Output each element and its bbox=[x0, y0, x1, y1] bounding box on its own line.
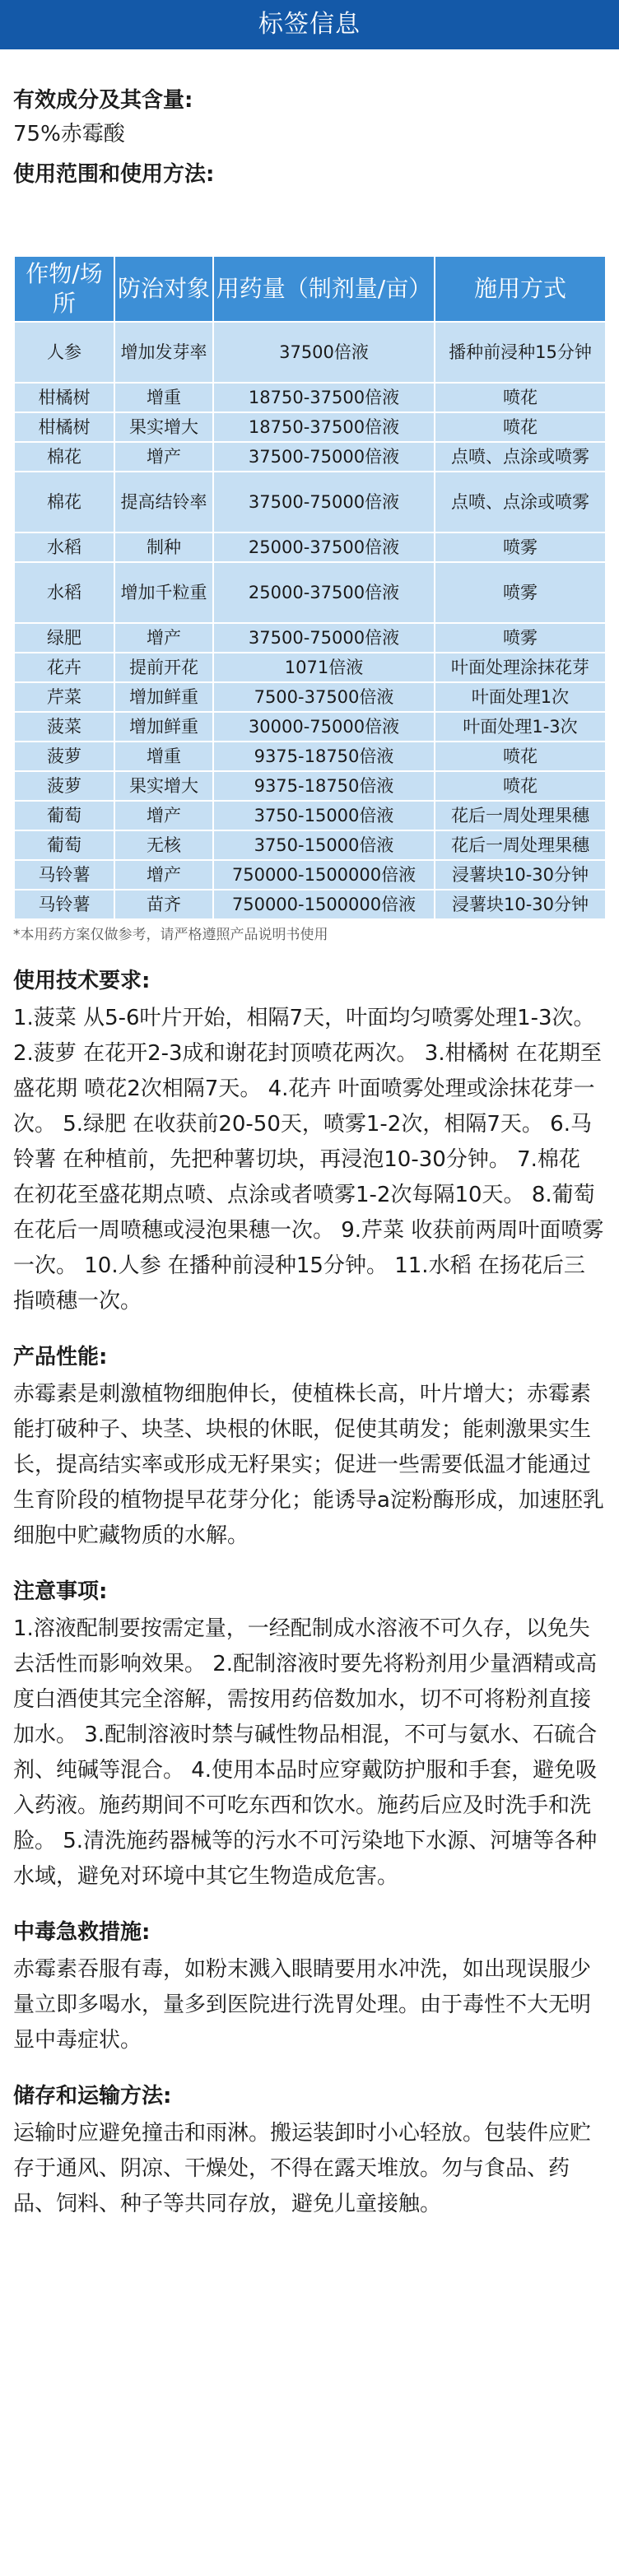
cell-target: 增产 bbox=[115, 861, 212, 889]
cell-target: 提高结铃率 bbox=[115, 472, 212, 532]
performance-title: 产品性能: bbox=[13, 1345, 108, 1369]
cell-target: 增加鲜重 bbox=[115, 683, 212, 711]
table-row bbox=[15, 713, 605, 741]
cell-crop: 棉花 bbox=[15, 443, 114, 471]
cell-method: 花后一周处理果穗 bbox=[435, 831, 605, 859]
cell-method: 喷雾 bbox=[435, 624, 605, 652]
usage-table-body bbox=[15, 323, 605, 918]
active-ingredient-section bbox=[13, 86, 606, 150]
cell-method: 喷雾 bbox=[435, 533, 605, 561]
cell-method: 点喷、点涂或喷雾 bbox=[435, 472, 605, 532]
column-header-crop: 作物/场所 bbox=[15, 257, 114, 321]
cell-target: 增产 bbox=[115, 443, 212, 471]
cell-method: 喷花 bbox=[435, 772, 605, 800]
usage-section bbox=[13, 160, 606, 945]
table-row bbox=[15, 533, 605, 561]
page-title: 标签信息 bbox=[258, 10, 361, 39]
cell-crop: 水稻 bbox=[15, 533, 114, 561]
performance-section bbox=[13, 1342, 606, 1554]
cell-dosage: 37500倍液 bbox=[214, 323, 434, 382]
caution-text: 1.溶液配制要按需定量，一经配制成水溶液不可久存，以免失去活性而影响效果。 2.配制溶液时要先将粉剂用少量酒精或高度白酒使其完全溶解，需按用药倍数加水，切不可将粉剂直接加水。 3.配制溶液时禁与碱性物品相混，不可与氨水、石硫合剂、纯碱等混合。 4.使用本品时应穿戴防护服和手套，避免吸入药液。施药期间不可吃东西和饮水。施药后应及时洗手和洗脸。 5.清洗施药器械等的污水不可污染地下水源、河塘等各种水域，避免对环境中其它生物造成危害。 bbox=[13, 1616, 598, 1889]
usage-table bbox=[13, 255, 607, 920]
cell-dosage: 18750-37500倍液 bbox=[214, 384, 434, 412]
cell-method: 叶面处理涂抹花芽 bbox=[435, 653, 605, 681]
table-row bbox=[15, 563, 605, 622]
table-row bbox=[15, 653, 605, 681]
first-aid-title: 中毒急救措施: bbox=[13, 1920, 151, 1945]
cell-target: 增产 bbox=[115, 802, 212, 830]
storage-text: 运输时应避免撞击和雨淋。搬运装卸时小心轻放。包装件应贮存于通风、阴凉、干燥处，不得在露天堆放。勿与食品、药品、饲料、种子等共同存放，避免儿童接触。 bbox=[13, 2121, 592, 2216]
cell-dosage: 1071倍液 bbox=[214, 653, 434, 681]
cell-target: 果实增大 bbox=[115, 413, 212, 441]
column-header-target: 防治对象 bbox=[115, 257, 212, 321]
cell-crop: 马铃薯 bbox=[15, 861, 114, 889]
usage-table-wrap bbox=[13, 255, 606, 920]
active-ingredient-value: 75%赤霉酸 bbox=[13, 122, 125, 146]
cell-method: 浸薯块10-30分钟 bbox=[435, 890, 605, 918]
cell-dosage: 37500-75000倍液 bbox=[214, 443, 434, 471]
cell-dosage: 25000-37500倍液 bbox=[214, 533, 434, 561]
table-row bbox=[15, 861, 605, 889]
table-row bbox=[15, 413, 605, 441]
table-row bbox=[15, 831, 605, 859]
usage-title: 使用范围和使用方法: bbox=[13, 162, 215, 187]
page-header bbox=[0, 0, 619, 49]
storage-section bbox=[13, 2081, 606, 2222]
technique-section bbox=[13, 966, 606, 1319]
cell-dosage: 9375-18750倍液 bbox=[214, 742, 434, 770]
cell-crop: 水稻 bbox=[15, 563, 114, 622]
column-header-method: 施用方式 bbox=[435, 257, 605, 321]
cell-method: 花后一周处理果穗 bbox=[435, 802, 605, 830]
storage-title: 储存和运输方法: bbox=[13, 2084, 172, 2109]
cell-crop: 花卉 bbox=[15, 653, 114, 681]
table-row bbox=[15, 472, 605, 532]
cell-target: 增重 bbox=[115, 384, 212, 412]
cell-target: 无核 bbox=[115, 831, 212, 859]
cell-method: 浸薯块10-30分钟 bbox=[435, 861, 605, 889]
cell-dosage: 3750-15000倍液 bbox=[214, 802, 434, 830]
table-header-row bbox=[15, 257, 605, 321]
table-row bbox=[15, 742, 605, 770]
cell-target: 增加千粒重 bbox=[115, 563, 212, 622]
cell-target: 增加鲜重 bbox=[115, 713, 212, 741]
cell-target: 增加发芽率 bbox=[115, 323, 212, 382]
table-row bbox=[15, 683, 605, 711]
caution-section bbox=[13, 1577, 606, 1895]
cell-dosage: 7500-37500倍液 bbox=[214, 683, 434, 711]
cell-dosage: 750000-1500000倍液 bbox=[214, 861, 434, 889]
cell-dosage: 18750-37500倍液 bbox=[214, 413, 434, 441]
table-row bbox=[15, 624, 605, 652]
table-row bbox=[15, 772, 605, 800]
cell-target: 果实增大 bbox=[115, 772, 212, 800]
performance-text: 赤霉素是刺激植物细胞伸长，使植株长高，叶片增大；赤霉素能打破种子、块茎、块根的休眠，促使其萌发；能刺激果实生长，提高结实率或形成无籽果实；促进一些需要低温才能通过生育阶段的植物提早花芽分化；能诱导a淀粉酶形成，加速胚乳细胞中贮藏物质的水解。 bbox=[13, 1382, 604, 1548]
cell-crop: 柑橘树 bbox=[15, 384, 114, 412]
cell-crop: 棉花 bbox=[15, 472, 114, 532]
cell-method: 叶面处理1-3次 bbox=[435, 713, 605, 741]
cell-crop: 菠萝 bbox=[15, 742, 114, 770]
technique-text: 1.菠菜 从5-6叶片开始，相隔7天，叶面均匀喷雾处理1-3次。 2.菠萝 在花开2-3成和谢花封顶喷花两次。 3.柑橘树 在花期至盛花期 喷花2次相隔7天。 4.花卉 叶面喷雾处理或涂抹花芽一次。 5.绿肥 在收获前20-50天，喷雾1-2次，相隔7天。 6.马铃薯 在种植前，先把种薯切块，再浸泡10-30分钟。 7.棉花 在初花至盛花期点喷、点涂或者喷雾1-2次每隔10天。 8.葡萄 在花后一周喷穗或浸泡果穗一次。 9.芹菜 收获前两周叶面喷雾一次。 10.人参 在播种前浸种15分钟。 11.水稻 在扬花后三指喷穗一次。 bbox=[13, 1006, 604, 1314]
cell-method: 播种前浸种15分钟 bbox=[435, 323, 605, 382]
column-header-dosage: 用药量（制剂量/亩） bbox=[214, 257, 434, 321]
table-row bbox=[15, 384, 605, 412]
cell-dosage: 9375-18750倍液 bbox=[214, 772, 434, 800]
cell-crop: 马铃薯 bbox=[15, 890, 114, 918]
cell-method: 喷雾 bbox=[435, 563, 605, 622]
table-row bbox=[15, 802, 605, 830]
first-aid-text: 赤霉素吞服有毒，如粉末溅入眼睛要用水冲洗，如出现误服少量立即多喝水，量多到医院进行洗胃处理。由于毒性不大无明显中毒症状。 bbox=[13, 1957, 592, 2053]
cell-method: 喷花 bbox=[435, 384, 605, 412]
cell-method: 喷花 bbox=[435, 742, 605, 770]
cell-method: 喷花 bbox=[435, 413, 605, 441]
cell-crop: 绿肥 bbox=[15, 624, 114, 652]
table-row bbox=[15, 890, 605, 918]
cell-dosage: 750000-1500000倍液 bbox=[214, 890, 434, 918]
cell-dosage: 37500-75000倍液 bbox=[214, 472, 434, 532]
cell-target: 制种 bbox=[115, 533, 212, 561]
cell-target: 苗齐 bbox=[115, 890, 212, 918]
cell-crop: 柑橘树 bbox=[15, 413, 114, 441]
caution-title: 注意事项: bbox=[13, 1579, 108, 1604]
cell-method: 点喷、点涂或喷雾 bbox=[435, 443, 605, 471]
active-ingredient-title: 有效成分及其含量: bbox=[13, 88, 193, 113]
table-row bbox=[15, 443, 605, 471]
cell-crop: 芹菜 bbox=[15, 683, 114, 711]
cell-crop: 人参 bbox=[15, 323, 114, 382]
cell-target: 增产 bbox=[115, 624, 212, 652]
usage-note: *本用药方案仅做参考，请严格遵照产品说明书使用 bbox=[13, 927, 328, 943]
technique-title: 使用技术要求: bbox=[13, 969, 151, 993]
cell-dosage: 30000-75000倍液 bbox=[214, 713, 434, 741]
cell-dosage: 25000-37500倍液 bbox=[214, 563, 434, 622]
table-row bbox=[15, 323, 605, 382]
cell-crop: 菠萝 bbox=[15, 772, 114, 800]
cell-target: 增重 bbox=[115, 742, 212, 770]
label-content bbox=[0, 86, 619, 2222]
cell-crop: 葡萄 bbox=[15, 831, 114, 859]
cell-crop: 菠菜 bbox=[15, 713, 114, 741]
first-aid-section bbox=[13, 1918, 606, 2058]
cell-dosage: 3750-15000倍液 bbox=[214, 831, 434, 859]
cell-target: 提前开花 bbox=[115, 653, 212, 681]
cell-crop: 葡萄 bbox=[15, 802, 114, 830]
cell-method: 叶面处理1次 bbox=[435, 683, 605, 711]
cell-dosage: 37500-75000倍液 bbox=[214, 624, 434, 652]
